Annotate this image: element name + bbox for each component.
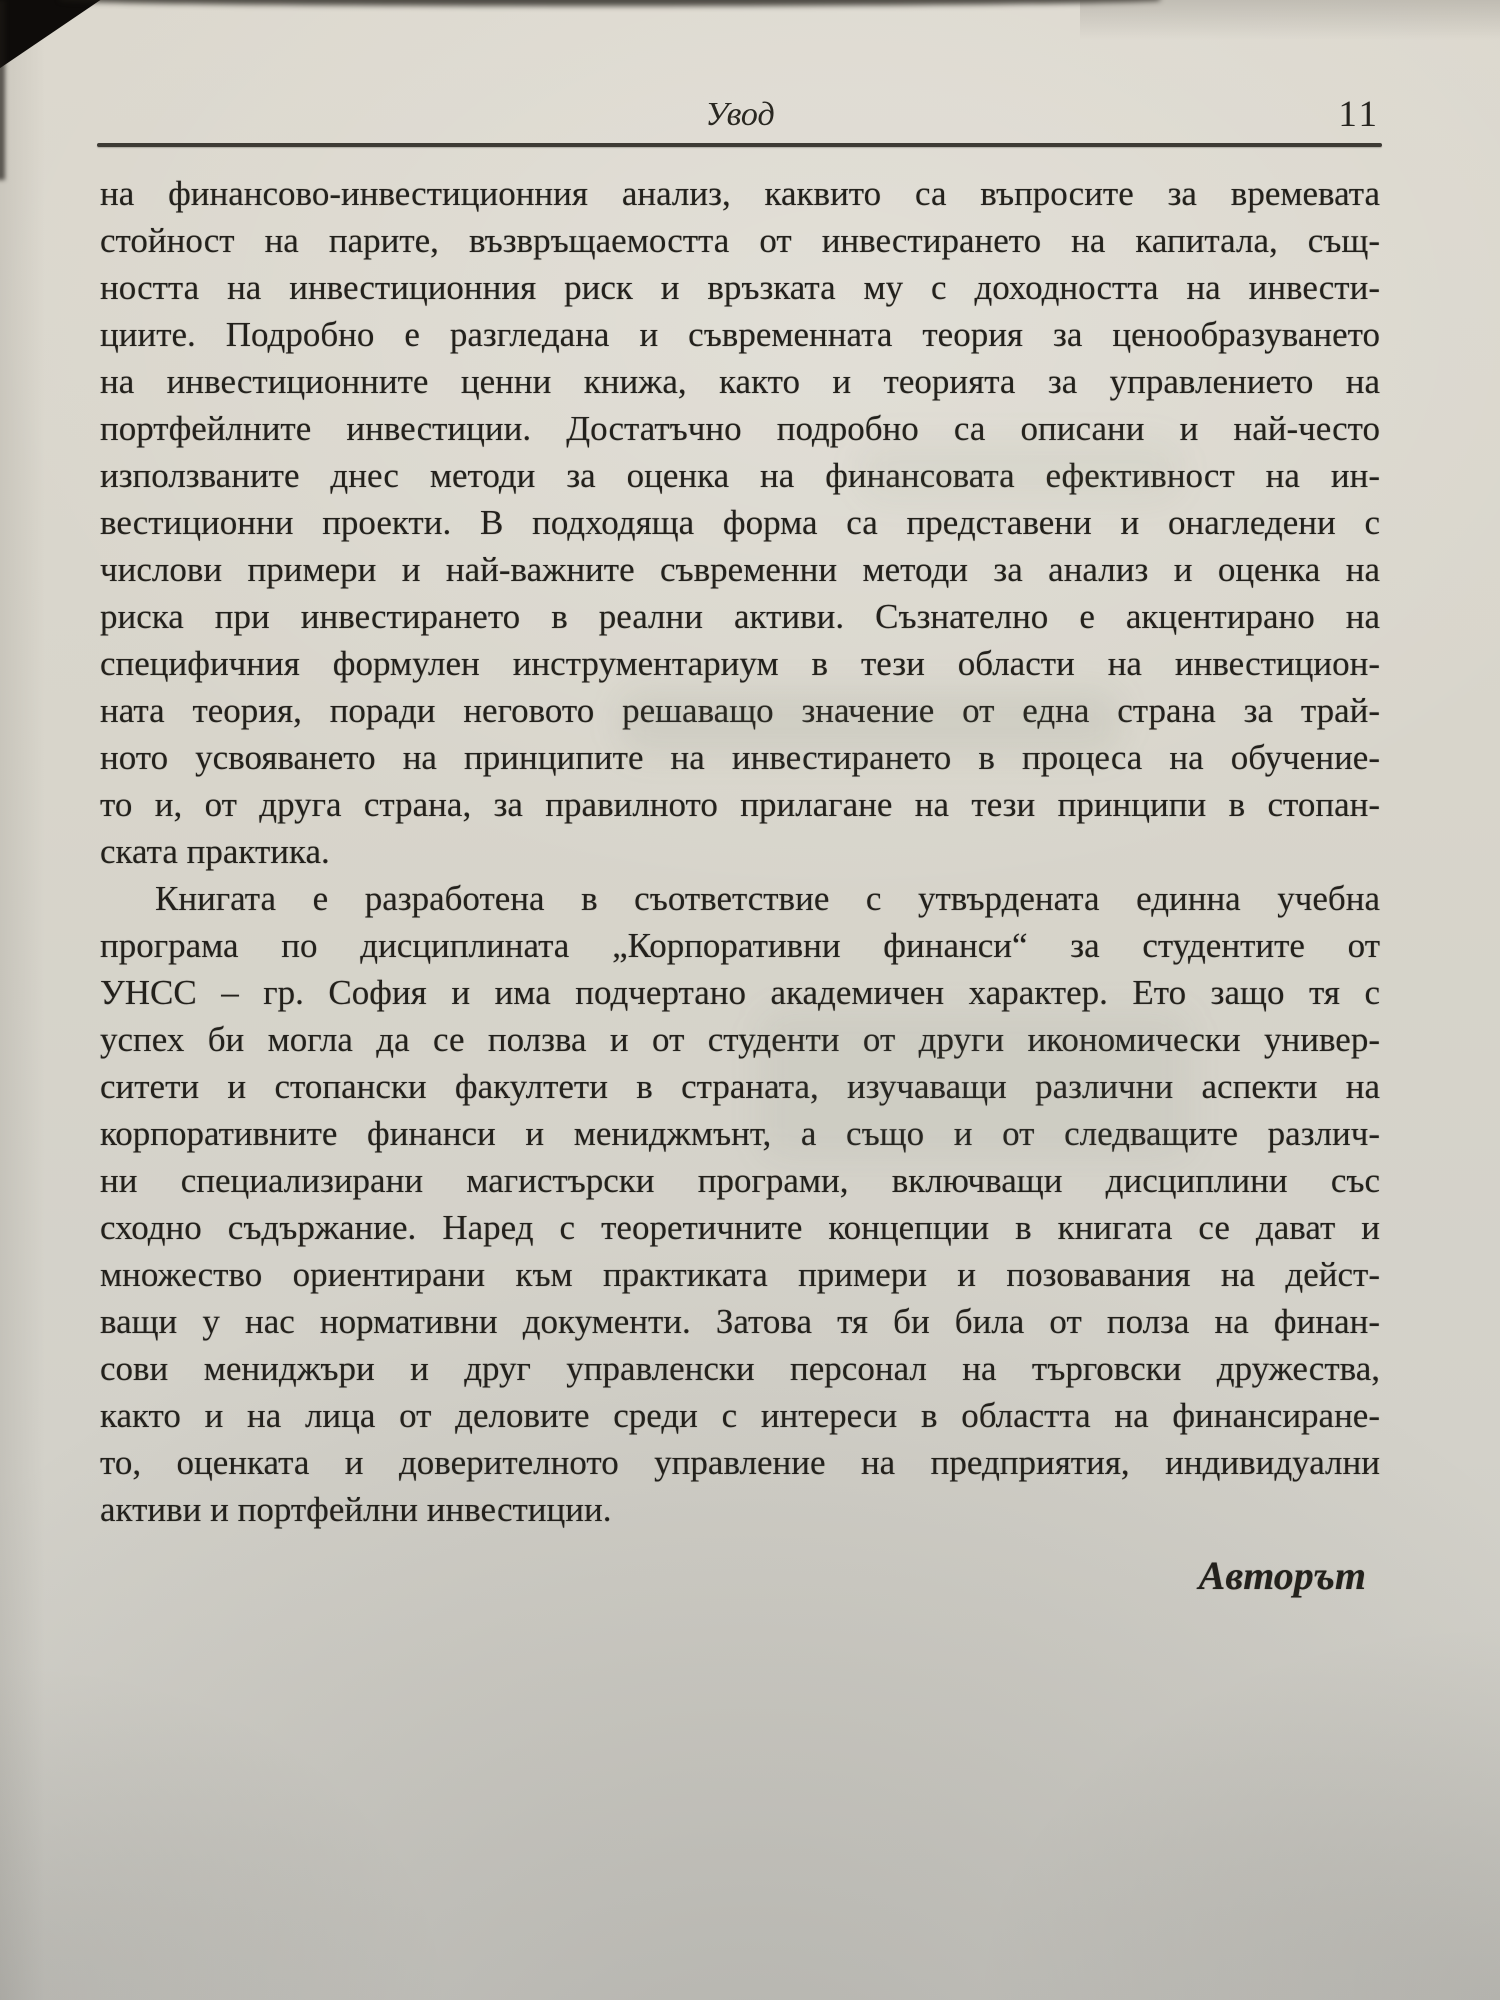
photo-top-edge-shadow (60, 0, 1160, 6)
text-line: числови примери и най-важните съвременни методи за анализ и оценка на (100, 550, 1380, 589)
text-line: Книгата е разработена в съответствие с утвърдената единна учебна (155, 879, 1380, 918)
text-line: то и, от друга страна, за правилното прилагане на тези принципи в стопан- (100, 785, 1380, 824)
text-line: специфичния формулен инструментариум в тези области на инвестицион- (100, 644, 1380, 683)
text-line: ситети и стопански факултети в страната, изучаващи различни аспекти на (100, 1067, 1380, 1106)
text-line: ността на инвестиционния риск и връзката му с доходността на инвести- (100, 268, 1380, 307)
text-line: риска при инвестирането в реални активи. Съзнателно е акцентирано на (100, 597, 1380, 636)
text-line: ващи у нас нормативни документи. Затова тя би била от полза на финан- (100, 1302, 1380, 1341)
text-line: ни специализирани магистърски програми, включващи дисциплини със (100, 1161, 1380, 1200)
text-line: както и на лица от деловите среди с интереси в областта на финансиране- (100, 1396, 1380, 1435)
photo-top-right-shade (1080, 0, 1500, 40)
text-line: УНСС – гр. София и има подчертано академичен характер. Ето защо тя с (100, 973, 1380, 1012)
text-line: множество ориентирани към практиката примери и позовавания на дейст- (100, 1255, 1380, 1294)
print-showthrough-smudge (760, 1010, 1190, 1160)
author-signature: Авторът (1198, 1553, 1366, 1598)
print-showthrough-smudge (860, 440, 1180, 500)
text-line: ното усвояването на принципите на инвестирането в процеса на обучение- (100, 738, 1380, 777)
text-line: на финансово-инвестиционния анализ, каквито са въпросите за времевата (100, 174, 1380, 213)
text-line: корпоративните финанси и мениджмънт, а също и от следващите различ- (100, 1114, 1380, 1153)
text-line: успех би могла да се ползва и от студенти от други икономически универ- (100, 1020, 1380, 1059)
text-line: ската практика. (100, 832, 330, 871)
photo-corner-shadow (0, 0, 124, 79)
print-showthrough-smudge (620, 690, 1120, 754)
text-line: програма по дисциплината „Корпоративни финанси“ за студентите от (100, 926, 1380, 965)
photo-left-edge-shadow (0, 0, 5, 180)
text-line: циите. Подробно е разгледана и съвременната теория за ценообразуването (100, 315, 1380, 354)
text-line: активи и портфейлни инвестиции. (100, 1490, 612, 1529)
running-header: Увод (705, 96, 775, 133)
text-line: сови мениджъри и друг управленски персонал на търговски дружества, (100, 1349, 1380, 1388)
text-line: портфейлните инвестиции. Достатъчно подробно са описани и най-често (100, 409, 1380, 448)
text-line: ната теория, поради неговото решаващо значение от една страна за трай- (100, 691, 1380, 730)
text-line: то, оценката и доверителното управление на предприятия, индивидуални (100, 1443, 1380, 1482)
page-number: 11 (1338, 94, 1380, 135)
header-rule (97, 143, 1382, 147)
text-line: сходно съдържание. Наред с теоретичните концепции в книгата се дават и (100, 1208, 1380, 1247)
text-line: на инвестиционните ценни книжа, както и теорията за управлението на (100, 362, 1380, 401)
text-line: вестиционни проекти. В подходяща форма са представени и онагледени с (100, 503, 1380, 542)
text-line: използваните днес методи за оценка на финансовата ефективност на ин- (100, 456, 1380, 495)
body-text (100, 170, 1380, 1533)
text-line: стойност на парите, възвръщаемостта от инвестирането на капитала, същ- (100, 221, 1380, 260)
